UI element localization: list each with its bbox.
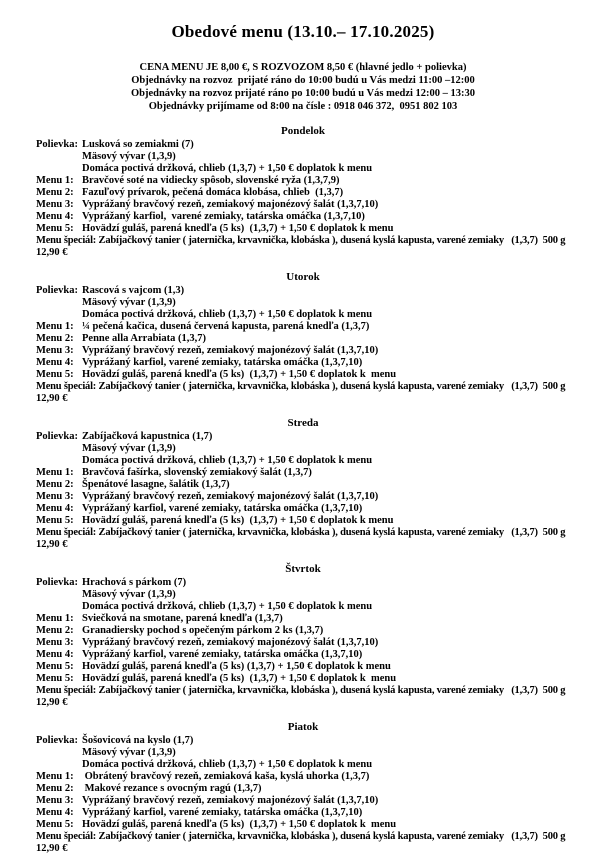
menu-line [0, 187, 606, 199]
menu-line-text: Hovädzí guláš, parená knedľa (5 ks) (1,3,7) + 1,50 € doplatok k menu [82, 673, 397, 684]
menu-line-text: Obrátený bravčový rezeň, zemiaková kaša, kyslá uhorka (1,3,7) [82, 771, 370, 782]
menu-line-label: Menu 1: [36, 175, 74, 186]
menu-line-label: Menu 2: [36, 625, 74, 636]
menu-line-label: Menu 1: [36, 467, 74, 478]
menu-line-label: Menu 4: [36, 357, 74, 368]
menu-line [0, 503, 606, 515]
menu-line-label: Menu 2: [36, 333, 74, 344]
delivery-info-line-2: Objednávky na rozvoz prijaté ráno po 10:00 budú u Vás medzi 12:00 – 13:30 [130, 88, 476, 99]
menu-line-label: Menu 3: [36, 795, 74, 806]
day-section [0, 721, 606, 855]
day-heading: Štvrtok [285, 563, 321, 575]
menu-line [0, 735, 606, 747]
menu-line-label: Menu 3: [36, 199, 74, 210]
menu-line [0, 661, 606, 673]
menu-line-text: Lusková so zemiakmi (7) [82, 139, 194, 150]
menu-line-label: Menu 4: [36, 649, 74, 660]
menu-line-text: Penne alla Arrabiata (1,3,7) [82, 333, 206, 344]
menu-line-label [36, 455, 82, 467]
menu-line-text: Šošovicová na kyslo (1,7) [82, 735, 194, 746]
day-section [0, 125, 606, 259]
day-heading: Pondelok [280, 125, 325, 137]
menu-line [0, 807, 606, 819]
menu-line [0, 819, 606, 831]
delivery-info-line-1: Objednávky na rozvoz prijaté ráno do 10:00 budú u Vás medzi 11:00 –12:00 [131, 75, 475, 86]
menu-line-text: Vyprážaný bravčový rezeň, zemiakový majonézový šalát (1,3,7,10) [82, 637, 379, 648]
menu-special-text: Zabíjačkový tanier ( jaternička, krvavnička, klobáska ), dusená kyslá kapusta, varené zemiaky (1,3,7) 500 g [96, 381, 566, 392]
menu-special-price: 12,90 € [36, 539, 68, 550]
menu-line-text: Hovädzí guláš, parená knedľa (5 ks) (1,3,7) + 1,50 € doplatok k menu [82, 515, 394, 526]
menu-line-text: Vyprážaný karfiol, varené zemiaky, tatárska omáčka (1,3,7,10) [82, 649, 363, 660]
menu-line [0, 589, 606, 601]
menu-line-label: Polievka: [36, 577, 78, 588]
menu-line [0, 637, 606, 649]
menu-line-label: Polievka: [36, 735, 78, 746]
menu-special-price: 12,90 € [36, 393, 68, 404]
menu-special-text: Zabíjačkový tanier ( jaternička, krvavnička, klobáska ), dusená kyslá kapusta, varené zemiaky (1,3,7) 500 g [96, 527, 566, 538]
price-info-line: CENA MENU JE 8,00 €, S ROZVOZOM 8,50 € (hlavné jedlo + polievka) [139, 62, 467, 73]
menu-line [0, 795, 606, 807]
menu-line [0, 357, 606, 369]
menu-line-text: Rascová s vajcom (1,3) [82, 285, 185, 296]
menu-special-price: 12,90 € [36, 843, 68, 854]
menu-line [0, 211, 606, 223]
menu-line [0, 443, 606, 455]
menu-line-label [36, 443, 82, 455]
menu-line [0, 431, 606, 443]
menu-line-label: Menu 5: [36, 661, 74, 672]
menu-line-text: Bravčové soté na vidiecky spôsob, slovenské ryža (1,3,7,9) [82, 175, 340, 186]
menu-line-label: Menu 4: [36, 211, 74, 222]
menu-line-text: Domáca poctivá držková, chlieb (1,3,7) + 1,50 € doplatok k menu [82, 309, 373, 320]
menu-line-label: Menu 4: [36, 807, 74, 818]
menu-line-text: Domáca poctivá držková, chlieb (1,3,7) + 1,50 € doplatok k menu [82, 455, 373, 466]
menu-special-line [0, 831, 606, 843]
menu-line-label: Polievka: [36, 139, 78, 150]
menu-line-label: Polievka: [36, 431, 78, 442]
menu-special-price: 12,90 € [36, 697, 68, 708]
menu-line [0, 625, 606, 637]
menu-line-text: Sviečková na smotane, parená knedľa (1,3,7) [82, 613, 283, 624]
menu-line-text: Domáca poctivá držková, chlieb (1,3,7) + 1,50 € doplatok k menu [82, 601, 373, 612]
menu-line [0, 297, 606, 309]
menu-line-text: Domáca poctivá držková, chlieb (1,3,7) + 1,50 € doplatok k menu [82, 163, 373, 174]
day-section [0, 271, 606, 405]
menu-line-label [36, 747, 82, 759]
menu-line-label: Menu 1: [36, 613, 74, 624]
menu-line [0, 333, 606, 345]
menu-line [0, 467, 606, 479]
menu-special-line [0, 685, 606, 697]
menu-line-text: Makové rezance s ovocným ragú (1,3,7) [82, 783, 262, 794]
menu-line-label: Menu 2: [36, 783, 74, 794]
menu-line-label: Menu 5: [36, 819, 74, 830]
menu-line-text: Vyprážaný bravčový rezeň, zemiakový majonézový šalát (1,3,7,10) [82, 795, 379, 806]
menu-line-text: Vyprážaný karfiol, varené zemiaky, tatárska omáčka (1,3,7,10) [82, 807, 363, 818]
menu-line-label [36, 163, 82, 175]
menu-special-label: Menu špeciál: [36, 381, 97, 392]
menu-line [0, 613, 606, 625]
menu-line-label: Menu 2: [36, 479, 74, 490]
menu-line-label: Menu 3: [36, 491, 74, 502]
menu-line-text: Vyprážaný bravčový rezeň, zemiakový majonézový šalát (1,3,7,10) [82, 199, 379, 210]
menu-line-text: Hovädzí guláš, parená knedľa (5 ks) (1,3,7) + 1,50 € doplatok k menu [82, 661, 391, 672]
menu-line [0, 151, 606, 163]
menu-line-label [36, 151, 82, 163]
menu-line [0, 577, 606, 589]
menu-special-line [0, 527, 606, 539]
menu-line-label: Menu 5: [36, 673, 74, 684]
menu-line [0, 199, 606, 211]
phone-info-line: Objednávky prijímame od 8:00 na čísle : 0918 046 372, 0951 802 103 [148, 101, 458, 112]
menu-line-label [36, 601, 82, 613]
day-heading: Streda [287, 417, 319, 429]
menu-special-price: 12,90 € [36, 247, 68, 258]
menu-special-line [0, 381, 606, 393]
menu-line-text: Vyprážaný bravčový rezeň, zemiakový majonézový šalát (1,3,7,10) [82, 345, 379, 356]
menu-line [0, 223, 606, 235]
menu-line [0, 771, 606, 783]
menu-line [0, 649, 606, 661]
menu-line-text: Mäsový vývar (1,3,9) [82, 151, 176, 162]
menu-line-text: ¼ pečená kačica, dusená červená kapusta, parená knedľa (1,3,7) [82, 321, 370, 332]
menu-special-text: Zabíjačkový tanier ( jaternička, krvavnička, klobáska ), dusená kyslá kapusta, varené zemiaky (1,3,7) 500 g [96, 235, 566, 246]
day-section [0, 417, 606, 551]
menu-line-text: Hovädzí guláš, parená knedľa (5 ks) (1,3,7) + 1,50 € doplatok k menu [82, 369, 397, 380]
menu-special-text: Zabíjačkový tanier ( jaternička, krvavnička, klobáska ), dusená kyslá kapusta, varené zemiaky (1,3,7) 500 g [96, 831, 566, 842]
menu-line [0, 673, 606, 685]
menu-line-label: Menu 1: [36, 321, 74, 332]
menu-line [0, 759, 606, 771]
menu-line-text: Bravčová fašírka, slovenský zemiakový šalát (1,3,7) [82, 467, 312, 478]
menu-special-label: Menu špeciál: [36, 235, 97, 246]
menu-line-text: Vyprážaný bravčový rezeň, zemiakový majonézový šalát (1,3,7,10) [82, 491, 379, 502]
menu-special-line [0, 235, 606, 247]
menu-special-label: Menu špeciál: [36, 527, 97, 538]
menu-line-text: Hovädzí guláš, parená knedľa (5 ks) (1,3,7) + 1,50 € doplatok k menu [82, 223, 394, 234]
menu-line-text: Hrachová s párkom (7) [82, 577, 187, 588]
menu-line-text: Hovädzí guláš, parená knedľa (5 ks) (1,3,7) + 1,50 € doplatok k menu [82, 819, 397, 830]
day-section [0, 563, 606, 709]
menu-line [0, 747, 606, 759]
menu-line [0, 139, 606, 151]
menu-line-label: Menu 4: [36, 503, 74, 514]
day-heading: Piatok [287, 721, 319, 733]
menu-line [0, 309, 606, 321]
menu-line-label: Menu 5: [36, 369, 74, 380]
menu-line [0, 783, 606, 795]
menu-line-text: Mäsový vývar (1,3,9) [82, 589, 176, 600]
menu-line [0, 321, 606, 333]
menu-line-label: Menu 2: [36, 187, 74, 198]
menu-line-text: Mäsový vývar (1,3,9) [82, 747, 176, 758]
menu-line-label: Menu 3: [36, 345, 74, 356]
menu-line-label [36, 589, 82, 601]
menu-line [0, 491, 606, 503]
menu-line [0, 601, 606, 613]
menu-special-label: Menu špeciál: [36, 831, 97, 842]
menu-line-text: Mäsový vývar (1,3,9) [82, 443, 176, 454]
menu-days [0, 125, 606, 855]
menu-line-label: Menu 5: [36, 515, 74, 526]
menu-line-text: Vyprážaný karfiol, varené zemiaky, tatárska omáčka (1,3,7,10) [82, 357, 363, 368]
menu-line-text: Vyprážaný karfiol, varené zemiaky, tatárska omáčka (1,3,7,10) [82, 503, 363, 514]
page-title: Obedové menu (13.10.– 17.10.2025) [171, 22, 435, 41]
menu-line-text: Fazuľový prívarok, pečená domáca klobása, chlieb (1,3,7) [82, 187, 344, 198]
menu-line [0, 285, 606, 297]
menu-line [0, 515, 606, 527]
menu-line-label [36, 297, 82, 309]
menu-line-label: Menu 1: [36, 771, 74, 782]
menu-special-text: Zabíjačkový tanier ( jaternička, krvavnička, klobáska ), dusená kyslá kapusta, varené zemiaky (1,3,7) 500 g [96, 685, 566, 696]
menu-line [0, 479, 606, 491]
menu-line-text: Granadiersky pochod s opečeným párkom 2 ks (1,3,7) [82, 625, 324, 636]
order-info-block [0, 61, 606, 113]
menu-line-text: Mäsový vývar (1,3,9) [82, 297, 176, 308]
menu-line-text: Vyprážaný karfiol, varené zemiaky, tatárska omáčka (1,3,7,10) [82, 211, 365, 222]
menu-line [0, 455, 606, 467]
menu-line-text: Špenátové lasagne, šalátik (1,3,7) [82, 479, 230, 490]
menu-special-label: Menu špeciál: [36, 685, 97, 696]
menu-line-text: Zabíjačková kapustnica (1,7) [82, 431, 213, 442]
menu-line-label: Menu 3: [36, 637, 74, 648]
menu-line-label: Polievka: [36, 285, 78, 296]
day-heading: Utorok [286, 271, 320, 283]
menu-line-label [36, 759, 82, 771]
menu-line [0, 345, 606, 357]
menu-line [0, 369, 606, 381]
menu-line-label: Menu 5: [36, 223, 74, 234]
menu-line [0, 163, 606, 175]
menu-line [0, 175, 606, 187]
menu-line-text: Domáca poctivá držková, chlieb (1,3,7) + 1,50 € doplatok k menu [82, 759, 373, 770]
menu-line-label [36, 309, 82, 321]
